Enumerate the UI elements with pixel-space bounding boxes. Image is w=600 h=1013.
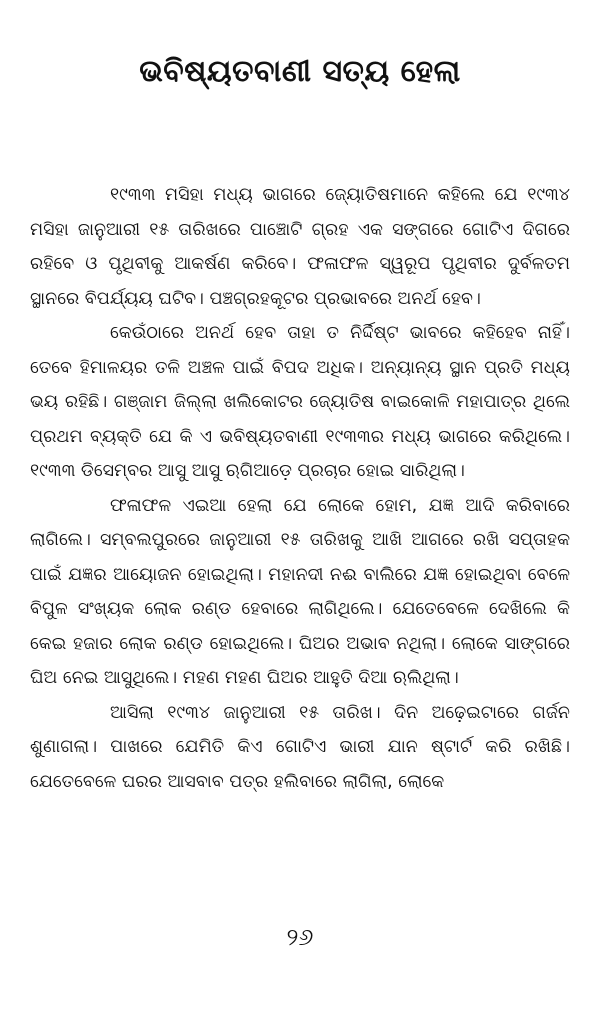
page-number: ୨୬ — [286, 923, 314, 951]
body-text — [30, 178, 570, 799]
paragraph: କେଉଁଠାରେ ଅନର୍ଥ ହେବ ତାହା ତ ନିର୍ଦ୍ଦିଷ୍ଟ ଭାବରେ କହିହେବ ନାହିଁ। ତେବେ ହିମାଳୟର ତଳି ଅଞ୍ଚଳ ପାଇଁ ବିପଦ ଅଧିକ। ଅନ୍ୟାନ୍ୟ ସ୍ଥାନ ପ୍ରତି ମଧ୍ୟ ଭୟ ରହିଛି। ଗଞ୍ଜାମ ଜିଲ୍ଲା ଖଲିକୋଟର ଜ୍ୟୋତିଷ ବାଇକୋଳି ମହାପାତ୍ର ଥିଲେ ପ୍ରଥମ ବ୍ୟକ୍ତି ଯେ କି ଏ ଭବିଷ୍ୟତବାଣୀ ୧୯୩୩ର ମଧ୍ୟ ଭାଗରେ କରିଥିଲେ। ୧୯୩୩ ଡିସେମ୍ବର ଆସୁ ଆସୁ ଋଗିଆଡ଼େ ପ୍ରଚାର ହୋଇ ସାରିଥିଲା। — [30, 323, 570, 481]
page-title: ଭବିଷ୍ୟତବାଣୀ ସତ୍ୟ ହେଲା — [139, 54, 461, 89]
paragraph: ୧୯୩୩ ମସିହା ମଧ୍ୟ ଭାଗରେ ଜ୍ୟୋତିଷମାନେ କହିଲେ ଯେ ୧୯୩୪ ମସିହା ଜାନୁଆରୀ ୧୫ ତାରିଖରେ ପାଞ୍ଚୋଟି ଗ୍ରହ ଏକ ସଙ୍ଗରେ ଗୋଟିଏ ଦିଗରେ ରହିବେ ଓ ପୃଥିବୀକୁ ଆକର୍ଷଣ କରିବେ। ଫଳାଫଳ ସ୍ୱରୂପ ପୃଥିବୀର ଦୁର୍ବଳତମ ସ୍ଥାନରେ ବିପର୍ଯ୍ୟୟ ଘଟିବ। ପଞ୍ଚଗ୍ରହକୂଟର ପ୍ରଭାବରେ ଅନର୍ଥ ହେବ। — [30, 185, 570, 309]
paragraph: ଆସିଲା ୧୯୩୪ ଜାନୁଆରୀ ୧୫ ତାରିଖ। ଦିନ ଅଢ଼େଇଟାରେ ଗର୍ଜନ ଶୁଣାଗଲା। ପାଖରେ ଯେମିତି କିଏ ଗୋଟିଏ ଭାରୀ ଯାନ ଷ୍ଟାର୍ଟ କରି ରଖିଛି। ଯେତେବେଳେ ଘରର ଆସବାବ ପତ୍ର ହଲିବାରେ ଲାଗିଲା, ଲୋକେ — [30, 702, 570, 792]
paragraph: ଫଳାଫଳ ଏଇଆ ହେଲା ଯେ ଲୋକେ ହୋମ, ଯଜ୍ଞ ଆଦି କରିବାରେ ଲାଗିଲେ। ସମ୍ବଲପୁରରେ ଜାନୁଆରୀ ୧୫ ତାରିଖକୁ ଆଖି ଆଗରେ ରଖି ସପ୍ତାହକ ପାଇଁ ଯଜ୍ଞର ଆୟୋଜନ ହୋଇଥିଲା। ମହାନଦୀ ନଈ ବାଲିରେ ଯଜ୍ଞ ହୋଇଥିବା ବେଳେ ବିପୁଳ ସଂଖ୍ୟକ ଲୋକ ରଣ୍ଡ ହେବାରେ ଲାଗିଥିଲେ। ଯେତେବେଳେ ଦେଖିଲେ କି କେଇ ହଜାର ଲୋକ ରଣ୍ଡ ହୋଇଥିଲେ। ଘିଅର ଅଭାବ ନଥିଲା। ଲୋକେ ସାଙ୍ଗରେ ଘିଅ ନେଇ ଆସୁଥିଲେ। ମହଣ ମହଣ ଘିଅର ଆହୁତି ଦିଆ ଋଲିଥିଲା। — [30, 495, 570, 688]
